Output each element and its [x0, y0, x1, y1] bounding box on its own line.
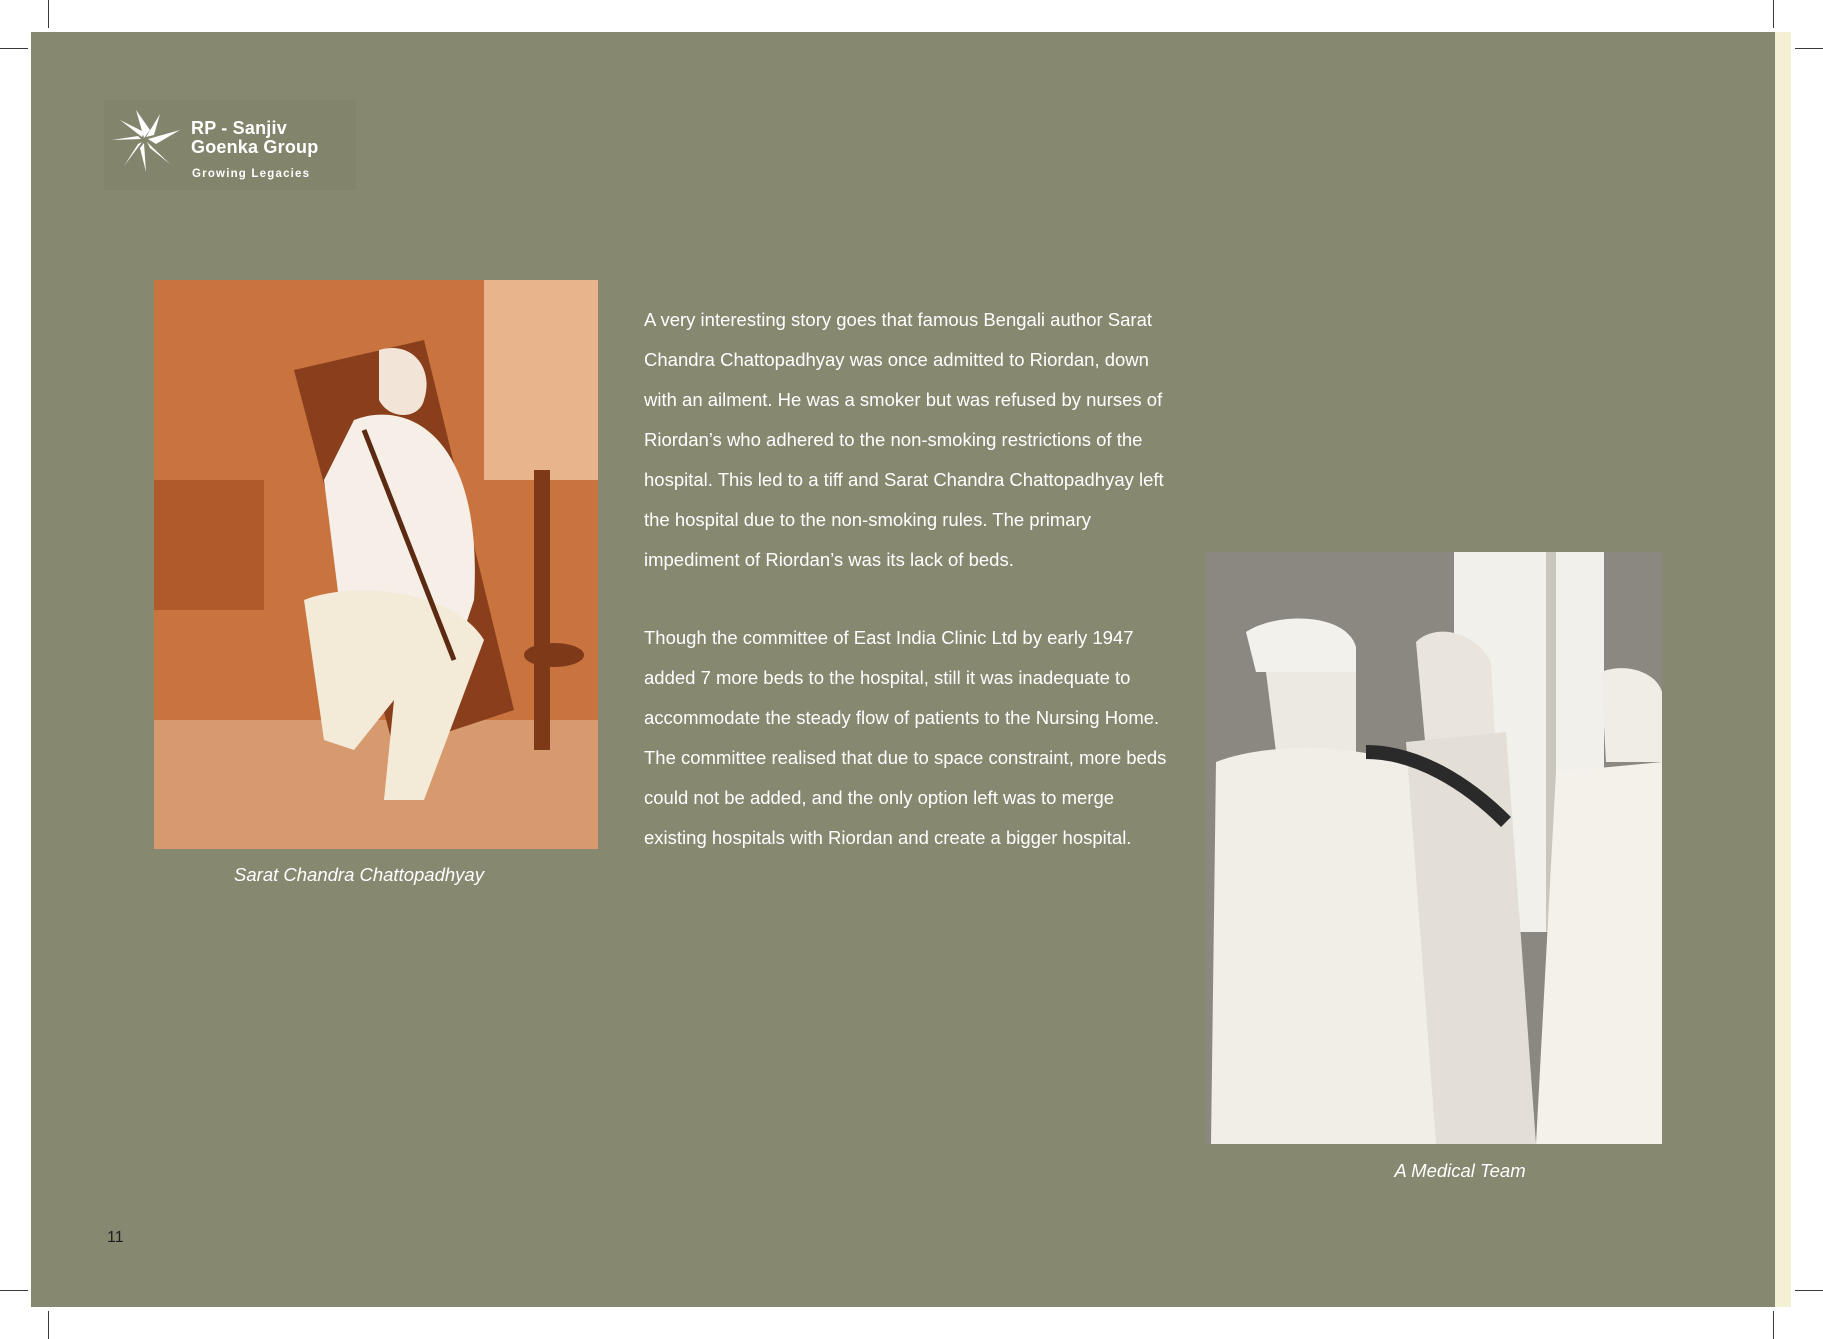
crop-mark: [1795, 1290, 1823, 1291]
medical-team-caption: A Medical Team: [1394, 1160, 1526, 1181]
star-burst-logo-icon: [110, 108, 186, 172]
medical-team-photo: [1206, 552, 1662, 1144]
article-body: [644, 300, 1174, 896]
crop-mark: [0, 1290, 28, 1291]
page-edge-strip: [1775, 32, 1791, 1307]
crop-mark: [48, 1311, 49, 1339]
page-number: 11: [107, 1229, 124, 1246]
portrait-caption: Sarat Chandra Chattopadhyay: [234, 864, 484, 885]
logo-company-name: RP - Sanjiv Goenka Group: [191, 118, 319, 157]
crop-mark: [48, 0, 49, 28]
company-logo: [104, 100, 356, 190]
paragraph: Though the committee of East India Clinic Ltd by early 1947 added 7 more beds to the hospital, still it was inadequate to accommodate the steady flow of patients to the Nursing Home. The committee realised that due to space constraint, more beds could not be added, and the only option left was to merge existing hospitals with Riordan and create a bigger hospital.: [644, 627, 1167, 848]
crop-mark: [1773, 1311, 1774, 1339]
crop-mark: [0, 48, 28, 49]
portrait-photo: [154, 280, 598, 849]
paragraph: A very interesting story goes that famous Bengali author Sarat Chandra Chattopadhyay was once admitted to Riordan, down with an ailment. He was a smoker but was refused by nurses of Riordan’s who adhered to the non-smoking restrictions of the hospital. This led to a tiff and Sarat Chandra Chattopadhyay left the hospital due to the non-smoking rules. The primary impediment of Riordan’s was its lack of beds.: [644, 309, 1164, 570]
logo-tagline: Growing Legacies: [192, 168, 311, 180]
crop-mark: [1773, 0, 1774, 28]
crop-mark: [1795, 48, 1823, 49]
